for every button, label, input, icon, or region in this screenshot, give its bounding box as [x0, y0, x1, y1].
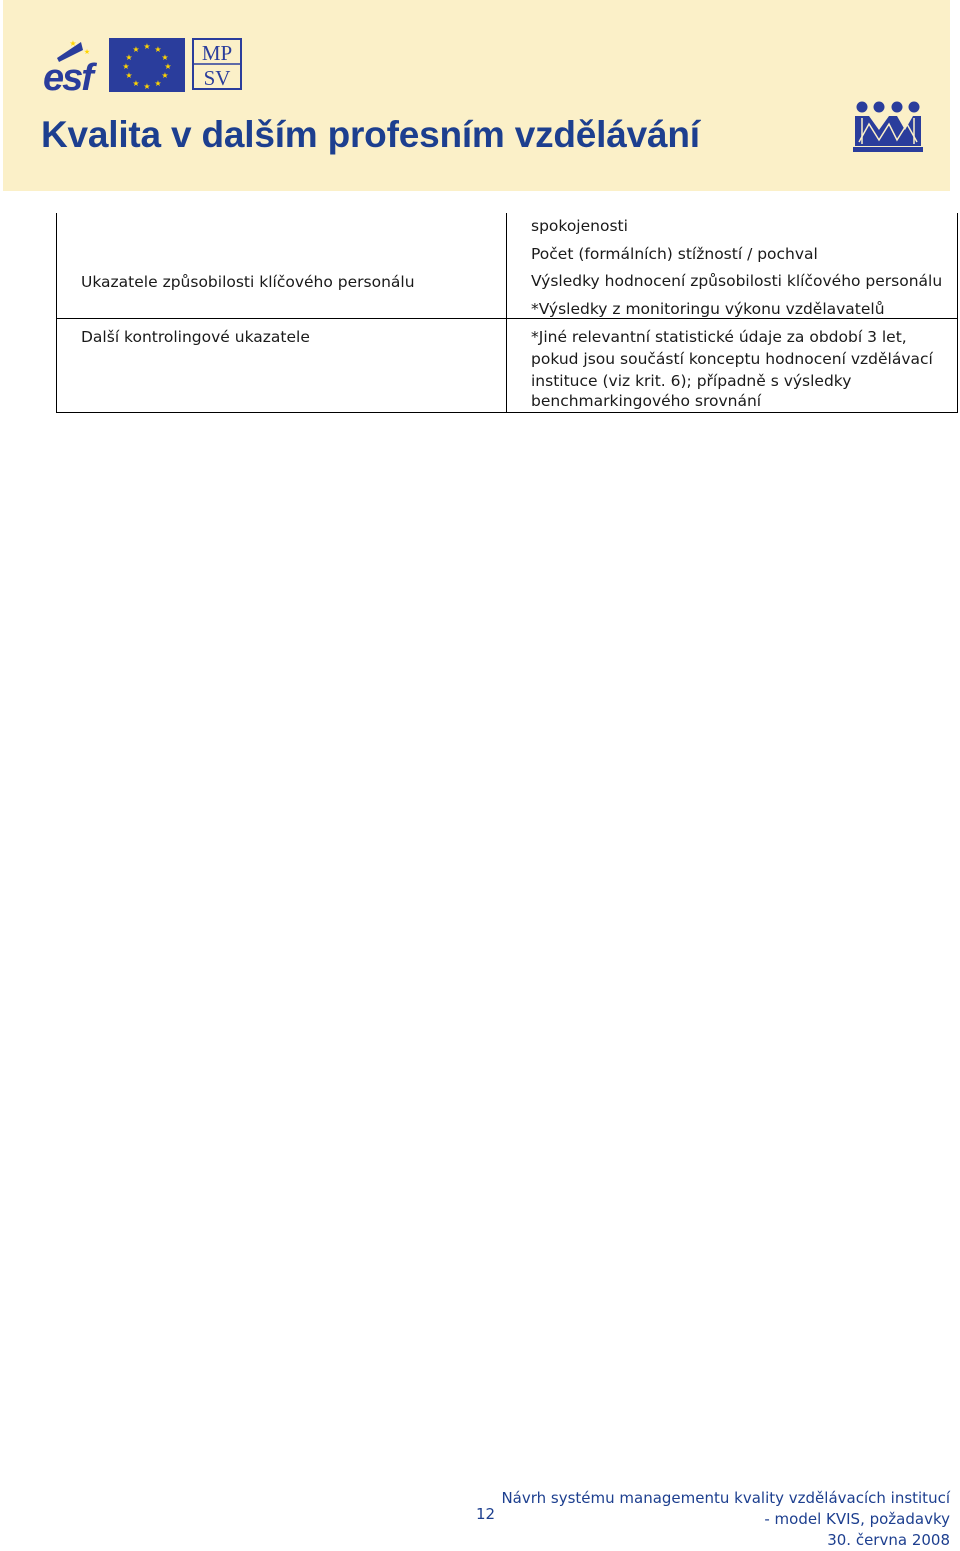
svg-text:MP: MP: [201, 41, 233, 65]
svg-text:★: ★: [143, 82, 151, 91]
indicator-text: benchmarkingového srovnání: [531, 392, 762, 410]
indicator-text: *Jiné relevantní statistické údaje za období 3 let,: [531, 328, 907, 346]
svg-text:★: ★: [132, 45, 140, 54]
indicator-text: spokojenosti: [531, 217, 628, 235]
svg-text:★: ★: [132, 79, 140, 88]
footer-line: - model KVIS, požadavky: [764, 1510, 950, 1528]
indicator-text: Výsledky hodnocení způsobilosti klíčového personálu: [531, 272, 943, 290]
indicators-table: [56, 213, 958, 413]
svg-text:★: ★: [161, 71, 169, 80]
footer-line: Návrh systému managementu kvality vzdělávacích institucí: [501, 1489, 950, 1507]
svg-text:★: ★: [143, 42, 151, 51]
svg-text:★: ★: [161, 53, 169, 62]
svg-text:★: ★: [125, 53, 133, 62]
table-column-divider: [506, 213, 507, 413]
svg-text:★: ★: [83, 48, 91, 56]
indicator-text: Počet (formálních) stížností / pochval: [531, 245, 818, 263]
indicator-text: pokud jsou součástí konceptu hodnocení vzdělávací: [531, 350, 933, 368]
indicator-text: instituce (viz krit. 6); případně s výsledky: [531, 372, 852, 390]
document-title: Kvalita v dalším profesním vzdělávání: [41, 114, 700, 155]
header-band: [3, 0, 950, 191]
row-label: Ukazatele způsobilosti klíčového personálu: [81, 273, 415, 291]
footer-caption: [501, 1488, 950, 1551]
svg-text:★: ★: [154, 45, 162, 54]
svg-text:★: ★: [164, 62, 172, 71]
indicator-text: *Výsledky z monitoringu výkonu vzdělavatelů: [531, 300, 885, 318]
svg-text:★: ★: [122, 62, 130, 71]
table-border-bottom: [56, 412, 958, 413]
svg-text:★: ★: [125, 71, 133, 80]
svg-text:★: ★: [154, 79, 162, 88]
mpsv-logo: [192, 38, 242, 90]
svg-text:SV: SV: [203, 66, 231, 90]
table-border-right: [957, 213, 958, 413]
row-divider: [56, 318, 958, 319]
esf-eu-logo: [43, 38, 185, 92]
page-number: 12: [476, 1505, 496, 1523]
footer-line: 30. června 2008: [827, 1531, 950, 1549]
table-border-left: [56, 213, 57, 413]
svg-text:★: ★: [69, 39, 77, 48]
esf-wordmark: esf: [43, 57, 92, 92]
row-label: Další kontrolingové ukazatele: [81, 328, 310, 346]
people-crown-logo: [853, 100, 923, 154]
